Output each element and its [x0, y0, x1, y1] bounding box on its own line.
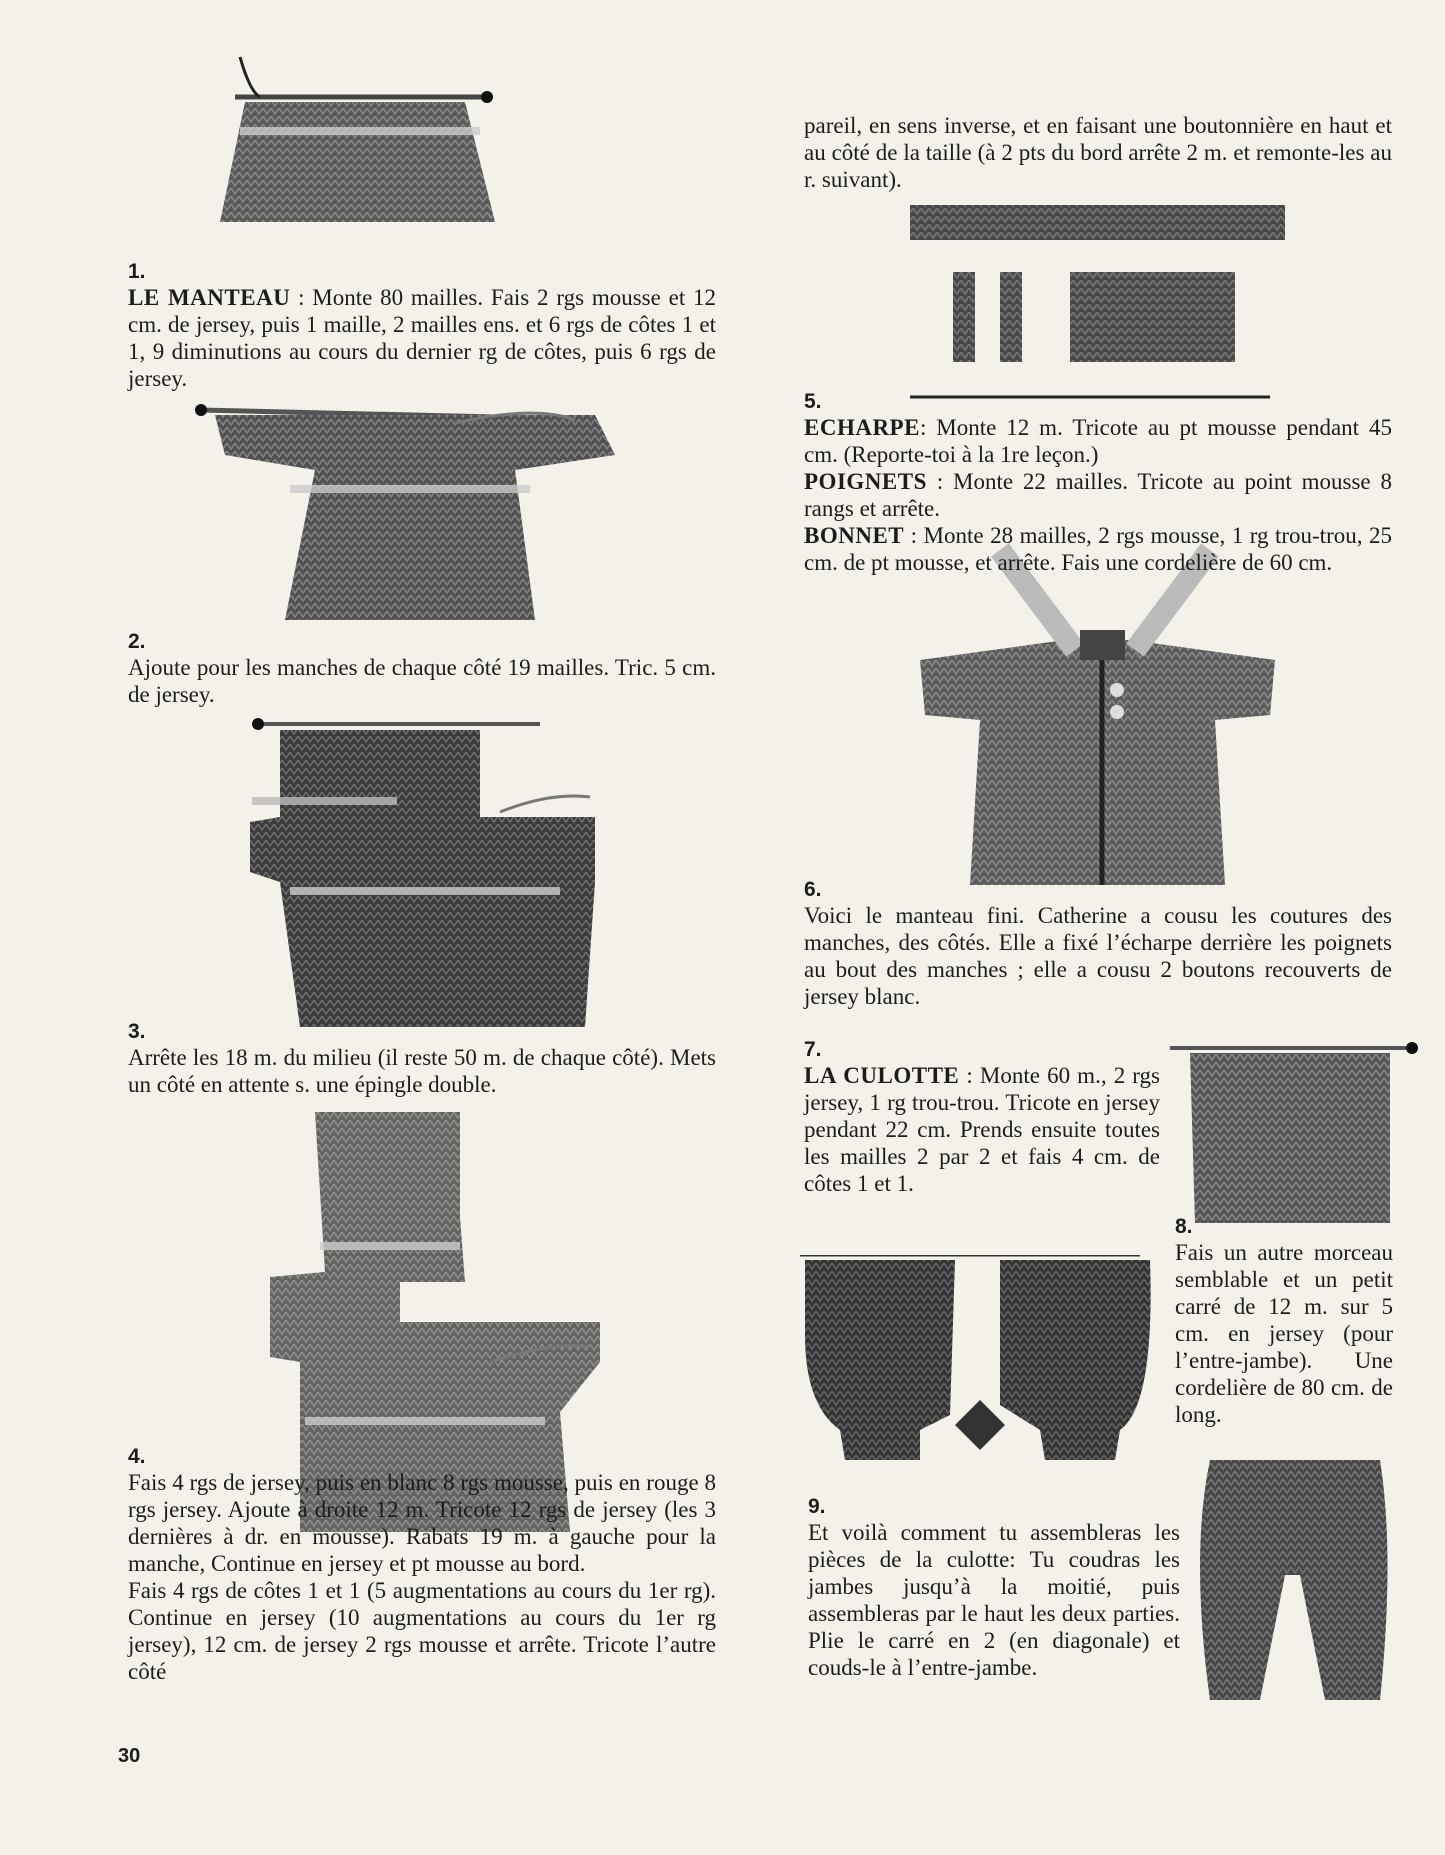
section-text: : Monte 60 m., 2 rgs jersey, 1 rg trou-trou. Tricote en jersey pendant 22 cm. Prends ensuite toutes les mailles 2 par 2 et fais 4 cm. de côtes 1 et 1.: [804, 1063, 1161, 1196]
page-number: 30: [118, 1745, 141, 1767]
section-paragraph-2: Fais 4 rgs de côtes 1 et 1 (5 augmentations au cours du 1er rg). Continue en jersey (10 augmentations au cours du 1er rg jersey), 12 cm. de jersey 2 rgs mousse et arrête. Tricote l’autre côté: [128, 1578, 716, 1684]
step-number: 2.: [128, 630, 146, 653]
section-text: Voici le manteau fini. Catherine a cousu les coutures des manches, des côtés. Elle a fixé l’écharpe derrière les poignets au bout des manches ; elle a cousu 2 boutons recouverts de jersey blanc.: [804, 903, 1392, 1009]
step-number: 9.: [808, 1495, 826, 1518]
text-bonnet: : Monte 28 mailles, 2 rgs mousse, 1 rg trou-trou, 25 cm. de pt mousse, et arrête. Fais une cordelière de 60 cm.: [804, 523, 1392, 575]
section-text: Ajoute pour les manches de chaque côté 19 mailles. Tric. 5 cm. de jersey.: [128, 655, 716, 707]
step-number: 6.: [804, 878, 822, 901]
step-number: 5.: [804, 390, 822, 413]
heading-bonnet: BONNET: [804, 523, 905, 548]
text-poignets: : Monte 22 mailles. Tricote au point mousse 8 rangs et arrête.: [804, 469, 1392, 521]
section-6: [804, 878, 1392, 1010]
step-number: 3.: [128, 1020, 146, 1043]
section-3: [128, 1020, 716, 1098]
section-8: [1175, 1215, 1393, 1428]
figure-9-assembled-culotte: [1195, 1455, 1395, 1700]
text-echarpe: : Monte 12 m. Tricote au pt mousse pendant 45 cm. (Reporte-toi à la 1re leçon.): [804, 415, 1392, 467]
figure-7-culotte-knitting: [1160, 1038, 1420, 1228]
step-number: 4.: [128, 1445, 146, 1468]
figure-5-echarpe-poignets-bonnet: [905, 200, 1290, 405]
figure-3-manteau-split: [250, 712, 600, 1032]
section-text: Arrête les 18 m. du milieu (il reste 50 m. de chaque côté). Mets un côté en attente s. une épingle double.: [128, 1045, 716, 1097]
section-1: [128, 260, 716, 392]
section-9: [808, 1495, 1180, 1681]
section-text: Fais un autre morceau semblable et un petit carré de 12 m. sur 5 cm. en jersey (pour l’entre-jambe). Une cordelière de 80 cm. de long.: [1175, 1240, 1393, 1427]
section-4-continued: [804, 112, 1392, 193]
section-heading: LA CULOTTE: [804, 1063, 960, 1088]
heading-echarpe: ECHARPE: [804, 415, 920, 440]
figure-2-manteau-sleeves: [195, 395, 620, 645]
step-number: 8.: [1175, 1215, 1193, 1238]
figure-1-knitting-start: [215, 52, 505, 242]
section-2: [128, 630, 716, 708]
figure-6-finished-manteau: [920, 540, 1275, 890]
heading-colon: :: [290, 285, 313, 310]
section-heading: LE MANTEAU: [128, 285, 291, 310]
section-text: pareil, en sens inverse, et en faisant une boutonnière en haut et au côté de la taille (à 2 pts du bord arrête 2 m. et remonte-les au r. suivant).: [804, 113, 1392, 192]
section-5: [804, 390, 1392, 576]
section-text: Monte 80 mailles. Fais 2 rgs mousse et 12 cm. de jersey, puis 1 maille, 2 mailles ens. et 6 rgs de côtes 1 et 1, 9 diminutions au cours du dernier rg de côtes, puis 6 rgs de jersey.: [128, 285, 716, 391]
section-7: [804, 1038, 1160, 1197]
step-number: 1.: [128, 260, 146, 283]
heading-poignets: POIGNETS: [804, 469, 927, 494]
step-number: 7.: [804, 1038, 822, 1061]
figure-8-culotte-pieces: [800, 1255, 1160, 1465]
section-paragraph-1: Fais 4 rgs de jersey, puis en blanc 8 rgs mousse, puis en rouge 8 rgs jersey. Ajoute à droite 12 m. Tricote 12 rgs de jersey (les 3 dernières à dr. en mousse). Rabats 19 m. à gauche pour la manche, Continue en jersey et pt mousse au bord.: [128, 1470, 716, 1576]
section-4: [128, 1445, 716, 1685]
section-text: Et voilà comment tu assembleras les pièces de la culotte: Tu coudras les jambes jusqu’à la moitié, puis assembleras par le haut les deux parties. Plie le carré en 2 (en diagonale) et couds-le à l’entre-jambe.: [808, 1520, 1180, 1680]
